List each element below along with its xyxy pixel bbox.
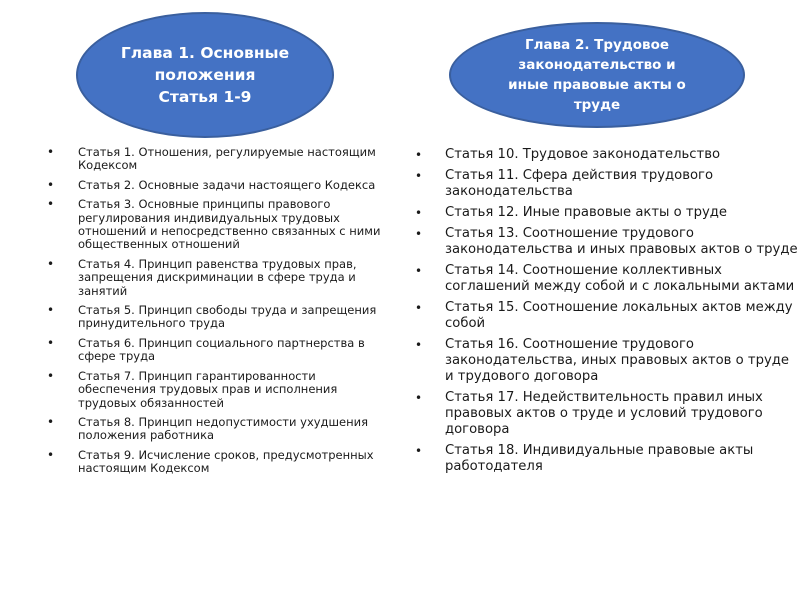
article-text: Статья 7. Принцип гарантированности обеспечения трудовых прав и исполнения трудовых обязанностей bbox=[78, 368, 338, 410]
article-item bbox=[45, 258, 385, 298]
bullet-icon: • bbox=[47, 256, 55, 271]
article-text: Статья 14. Соотношение коллективных соглашений между собой и с локальными актами bbox=[445, 263, 795, 294]
article-item bbox=[413, 300, 798, 332]
article-item bbox=[413, 226, 798, 258]
article-item bbox=[45, 304, 385, 331]
bullet-icon: • bbox=[415, 264, 423, 278]
article-item bbox=[45, 146, 385, 173]
chapter-2-heading: Глава 2. Трудовое законодательство и иные правовые акты о труде bbox=[449, 22, 745, 128]
article-text: Статья 5. Принцип свободы труда и запрещения принудительного труда bbox=[78, 303, 377, 331]
article-text: Статья 13. Соотношение трудового законодательства и иных правовых актов о труде bbox=[445, 226, 798, 257]
article-item bbox=[413, 147, 798, 163]
article-text: Статья 3. Основные принципы правового регулирования индивидуальных трудовых отношений и непосредственно связанных с ними общественных отношений bbox=[78, 197, 381, 252]
bullet-icon: • bbox=[415, 301, 423, 315]
bullet-icon: • bbox=[415, 227, 423, 241]
article-text: Статья 17. Недействительность правил иных правовых актов о труде и условий трудового договора bbox=[445, 390, 763, 437]
bullet-icon: • bbox=[47, 414, 55, 429]
article-text: Статья 11. Сфера действия трудового законодательства bbox=[445, 168, 714, 199]
bullet-icon: • bbox=[415, 206, 423, 220]
article-text: Статья 9. Исчисление сроков, предусмотренных настоящим Кодексом bbox=[78, 447, 374, 476]
bullet-icon: • bbox=[415, 148, 423, 162]
article-item bbox=[413, 337, 798, 385]
bullet-icon: • bbox=[47, 368, 55, 383]
article-text: Статья 8. Принцип недопустимости ухудшения положения работника bbox=[78, 414, 369, 443]
article-text: Статья 12. Иные правовые акты о труде bbox=[445, 205, 728, 220]
chapter-2-articles-list bbox=[413, 147, 798, 480]
article-item bbox=[413, 443, 798, 475]
bullet-icon: • bbox=[415, 338, 423, 352]
article-item bbox=[413, 263, 798, 295]
article-text: Статья 10. Трудовое законодательство bbox=[445, 147, 721, 162]
bullet-icon: • bbox=[47, 177, 55, 192]
article-text: Статья 1. Отношения, регулируемые настоящим Кодексом bbox=[78, 145, 376, 173]
article-item bbox=[45, 416, 385, 443]
article-text: Статья 15. Соотношение локальных актов между собой bbox=[445, 300, 793, 331]
article-item bbox=[413, 168, 798, 200]
article-item bbox=[413, 390, 798, 438]
bullet-icon: • bbox=[47, 197, 55, 212]
bullet-icon: • bbox=[415, 391, 423, 405]
article-text: Статья 2. Основные задачи настоящего Кодекса bbox=[78, 177, 376, 192]
article-text: Статья 16. Соотношение трудового законодательства, иных правовых актов о труде и трудового договора bbox=[445, 337, 789, 384]
article-item bbox=[45, 370, 385, 410]
chapter-1-articles-list bbox=[45, 146, 385, 482]
chapter-1-heading: Глава 1. Основные положения Статья 1-9 bbox=[76, 12, 334, 138]
article-text: Статья 18. Индивидуальные правовые акты работодателя bbox=[445, 443, 754, 474]
article-text: Статья 6. Принцип социального партнерства в сфере труда bbox=[78, 335, 365, 364]
article-item bbox=[45, 198, 385, 252]
article-item bbox=[45, 337, 385, 364]
bullet-icon: • bbox=[415, 444, 423, 458]
article-text: Статья 4. Принцип равенства трудовых прав, запрещения дискриминации в сфере труда и занятий bbox=[78, 256, 357, 298]
bullet-icon: • bbox=[415, 169, 423, 183]
article-item bbox=[45, 449, 385, 476]
article-item bbox=[413, 205, 798, 221]
bullet-icon: • bbox=[47, 303, 55, 318]
bullet-icon: • bbox=[47, 335, 55, 350]
article-item bbox=[45, 179, 385, 192]
bullet-icon: • bbox=[47, 145, 55, 159]
bullet-icon: • bbox=[47, 447, 55, 462]
